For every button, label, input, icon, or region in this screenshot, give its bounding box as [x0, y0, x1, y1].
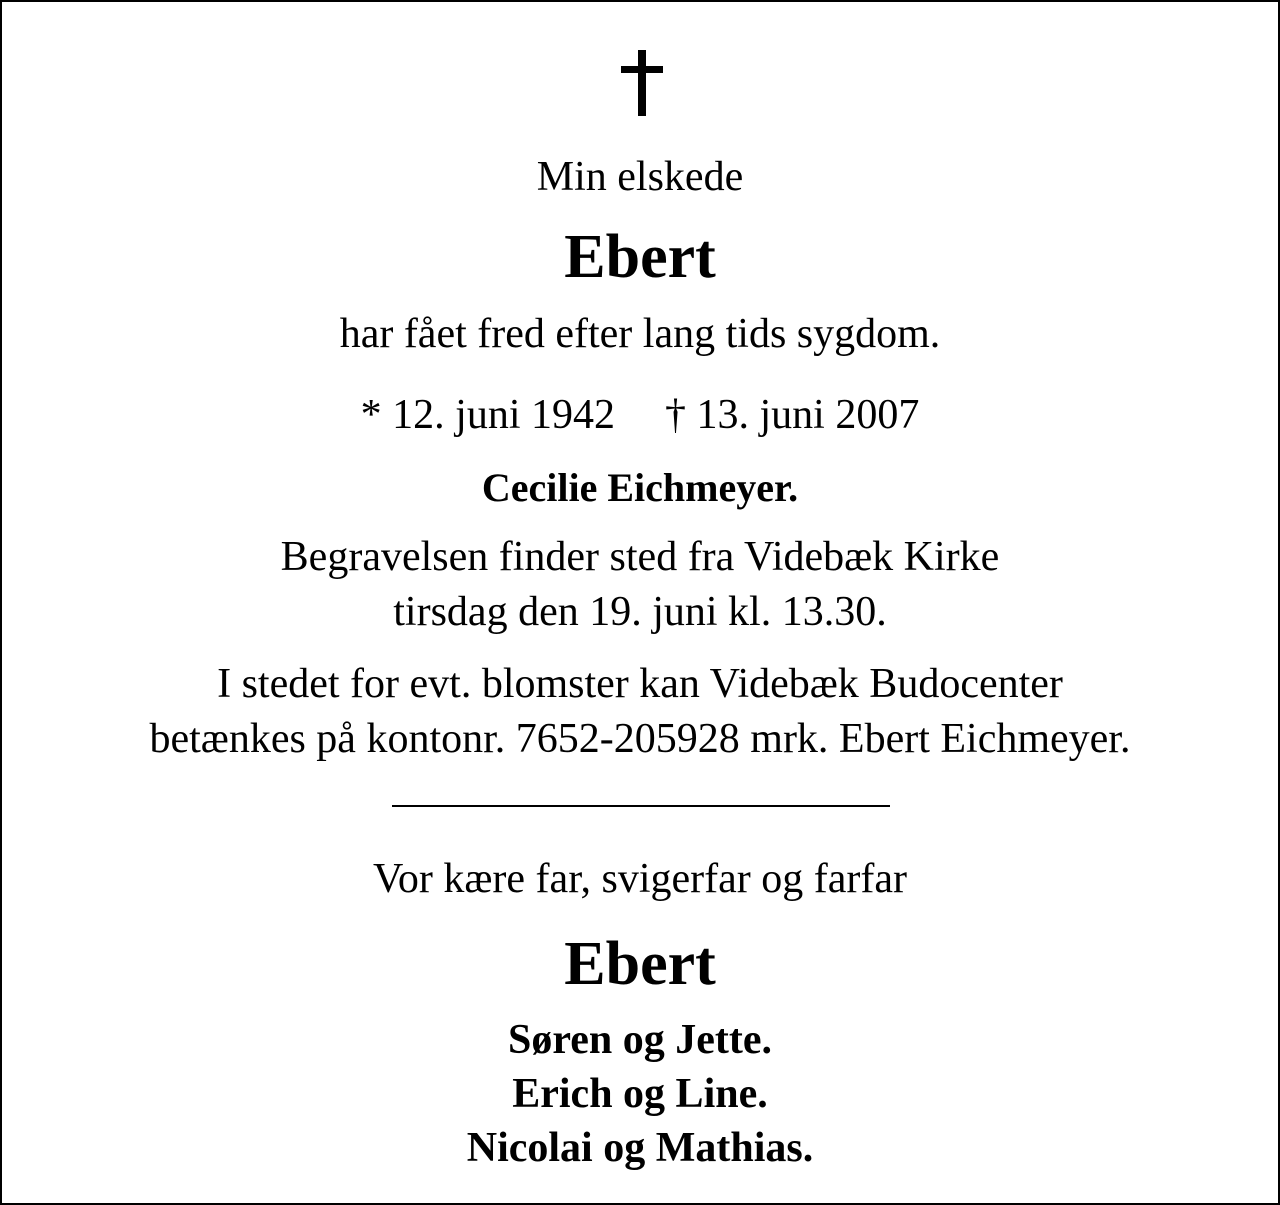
- notice1-intro: Min elskede: [536, 154, 744, 200]
- donation-info-line: I stedet for evt. blomster kan Videbæk Budocenter: [217, 661, 1063, 707]
- notice2-intro: Vor kære far, svigerfar og farfar: [373, 856, 907, 902]
- notice1-signature: Cecilie Eichmeyer.: [481, 465, 799, 510]
- deceased-name: Ebert: [564, 930, 716, 998]
- family-signature: Søren og Jette.: [508, 1017, 772, 1063]
- funeral-info-line: Begravelsen finder sted fra Videbæk Kirke: [280, 534, 1000, 580]
- deceased-name: Ebert: [564, 223, 716, 291]
- notice1-message: har fået fred efter lang tids sygdom.: [339, 311, 941, 357]
- funeral-info-line: tirsdag den 19. juni kl. 13.30.: [393, 589, 887, 635]
- family-signature: Erich og Line.: [512, 1071, 768, 1117]
- life-dates: [2, 394, 1278, 436]
- death-date: † 13. juni 2007: [665, 392, 920, 438]
- section-divider: [392, 805, 890, 807]
- family-signature: Nicolai og Mathias.: [466, 1125, 814, 1171]
- donation-info-line: betænkes på kontonr. 7652-205928 mrk. Ebert Eichmeyer.: [149, 716, 1131, 762]
- birth-date: * 12. juni 1942: [360, 392, 615, 438]
- cross-icon: [621, 50, 663, 116]
